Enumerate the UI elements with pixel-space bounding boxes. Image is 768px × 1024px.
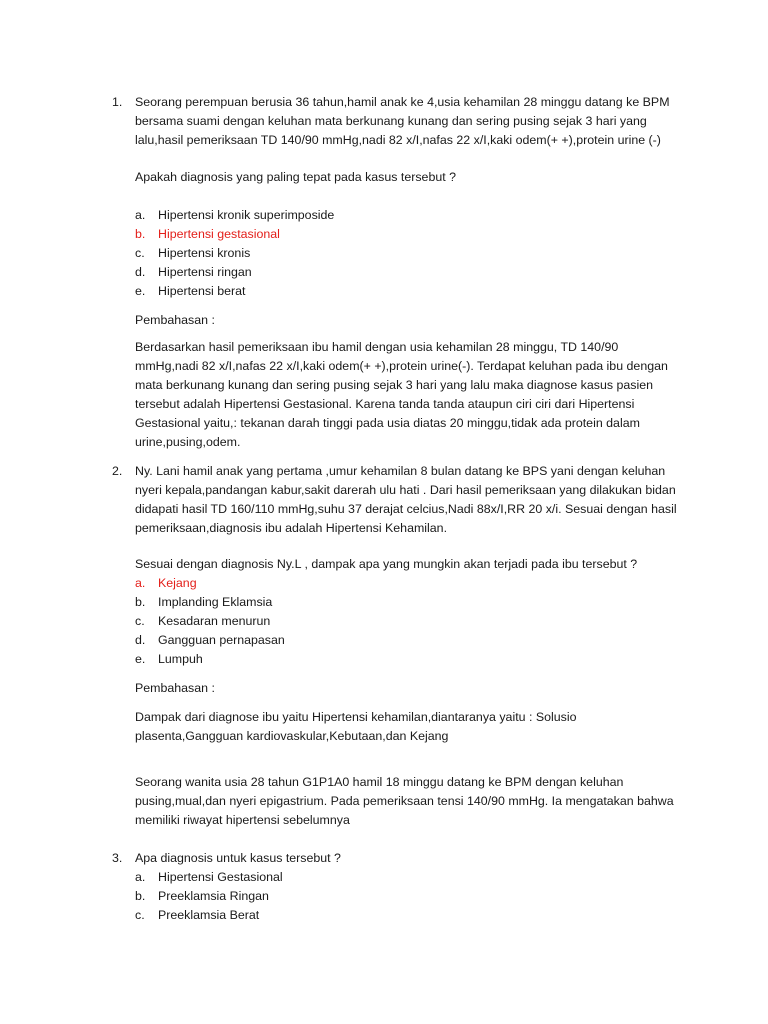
option-c xyxy=(135,906,675,925)
option-text: Lumpuh xyxy=(158,652,203,666)
question-number: 2. xyxy=(112,464,123,478)
option-letter: c. xyxy=(135,614,145,628)
option-letter: a. xyxy=(135,870,146,884)
option-text: Implanding Eklamsia xyxy=(158,595,273,609)
discussion-label: Pembahasan : xyxy=(135,313,215,327)
question-prompt: Sesuai dengan diagnosis Ny.L , dampak apa yang mungkin akan terjadi pada ibu tersebut ? xyxy=(135,557,638,571)
option-letter: a. xyxy=(135,576,146,590)
option-text: Hipertensi gestasional xyxy=(158,227,280,241)
option-letter: d. xyxy=(135,265,146,279)
option-text: Kejang xyxy=(158,576,197,590)
option-text: Hipertensi berat xyxy=(158,284,246,298)
question-stem: Seorang perempuan berusia 36 tahun,hamil anak ke 4,usia kehamilan 28 minggu datang ke BPM bersama suami dengan keluhan mata berkunang kunang dan sering pusing sejak 3 hari yang lalu,hasil pemeriksaan TD 140/90 mmHg,nadi 82 x/I,nafas 22 x/I,kaki odem(+ +),protein urine (-) xyxy=(135,95,670,147)
option-text: Preeklamsia Ringan xyxy=(158,889,269,903)
option-e xyxy=(135,650,675,669)
option-text: Hipertensi ringan xyxy=(158,265,252,279)
discussion-text: Dampak dari diagnose ibu yaitu Hipertensi kehamilan,diantaranya yaitu : Solusio plasenta,Gangguan kardiovaskular,Kebutaan,dan Kejang xyxy=(135,710,577,743)
option-letter: c. xyxy=(135,246,145,260)
question-prompt: Apakah diagnosis yang paling tepat pada kasus tersebut ? xyxy=(135,170,457,184)
discussion-label: Pembahasan : xyxy=(135,681,215,695)
option-a xyxy=(135,868,675,887)
option-b xyxy=(135,887,675,906)
option-text: Gangguan pernapasan xyxy=(158,633,285,647)
option-text: Hipertensi kronis xyxy=(158,246,251,260)
option-c xyxy=(135,244,675,263)
question-number: 3. xyxy=(112,851,123,865)
option-d xyxy=(135,631,675,650)
option-letter: a. xyxy=(135,208,146,222)
option-letter: b. xyxy=(135,889,146,903)
option-text: Kesadaran menurun xyxy=(158,614,271,628)
option-letter: e. xyxy=(135,284,146,298)
option-letter: b. xyxy=(135,595,146,609)
case-stem: Seorang wanita usia 28 tahun G1P1A0 hamil 18 minggu datang ke BPM dengan keluhan pusing,mual,dan nyeri epigastrium. Pada pemeriksaan tensi 140/90 mmHg. Ia mengatakan bahwa memiliki riwayat hipertensi sebelumnya xyxy=(135,775,674,827)
option-d xyxy=(135,263,675,282)
option-text: Hipertensi Gestasional xyxy=(158,870,283,884)
option-a-correct-answer xyxy=(135,574,675,593)
option-letter: e. xyxy=(135,652,146,666)
option-b-correct-answer xyxy=(135,225,675,244)
option-e xyxy=(135,282,675,301)
option-letter: d. xyxy=(135,633,146,647)
option-letter: c. xyxy=(135,908,145,922)
question-stem: Ny. Lani hamil anak yang pertama ,umur kehamilan 8 bulan datang ke BPS yani dengan keluhan nyeri kepala,pandangan kabur,sakit darerah ulu hati . Dari hasil pemeriksaan yang dilakukan bidan didapati hasil TD 160/110 mmHg,suhu 37 derajat celcius,Nadi 88x/I,RR 20 x/i. Sesuai dengan hasil pemeriksaan,diagnosis ibu adalah Hipertensi Kehamilan. xyxy=(135,464,677,535)
option-c xyxy=(135,612,675,631)
option-letter: b. xyxy=(135,227,146,241)
option-a xyxy=(135,206,675,225)
option-text: Preeklamsia Berat xyxy=(158,908,260,922)
option-b xyxy=(135,593,675,612)
option-text: Hipertensi kronik superimposide xyxy=(158,208,335,222)
question-prompt: Apa diagnosis untuk kasus tersebut ? xyxy=(135,851,341,865)
discussion-text: Berdasarkan hasil pemeriksaan ibu hamil dengan usia kehamilan 28 minggu, TD 140/90 mmHg,nadi 82 x/I,nafas 22 x/I,kaki odem(+ +),protein urine(-). Terdapat keluhan pada ibu dengan mata berkunang kunang dan sering pusing sejak 3 hari yang lalu maka diagnose kasus pasien tersebut adalah Hipertensi Gestasional. Karena tanda tanda ataupun ciri ciri dari Hipertensi Gestasional yaitu,: tekanan darah tinggi pada usia diatas 20 minggu,tidak ada protein dalam urine,pusing,odem. xyxy=(135,340,668,449)
question-number: 1. xyxy=(112,95,123,109)
